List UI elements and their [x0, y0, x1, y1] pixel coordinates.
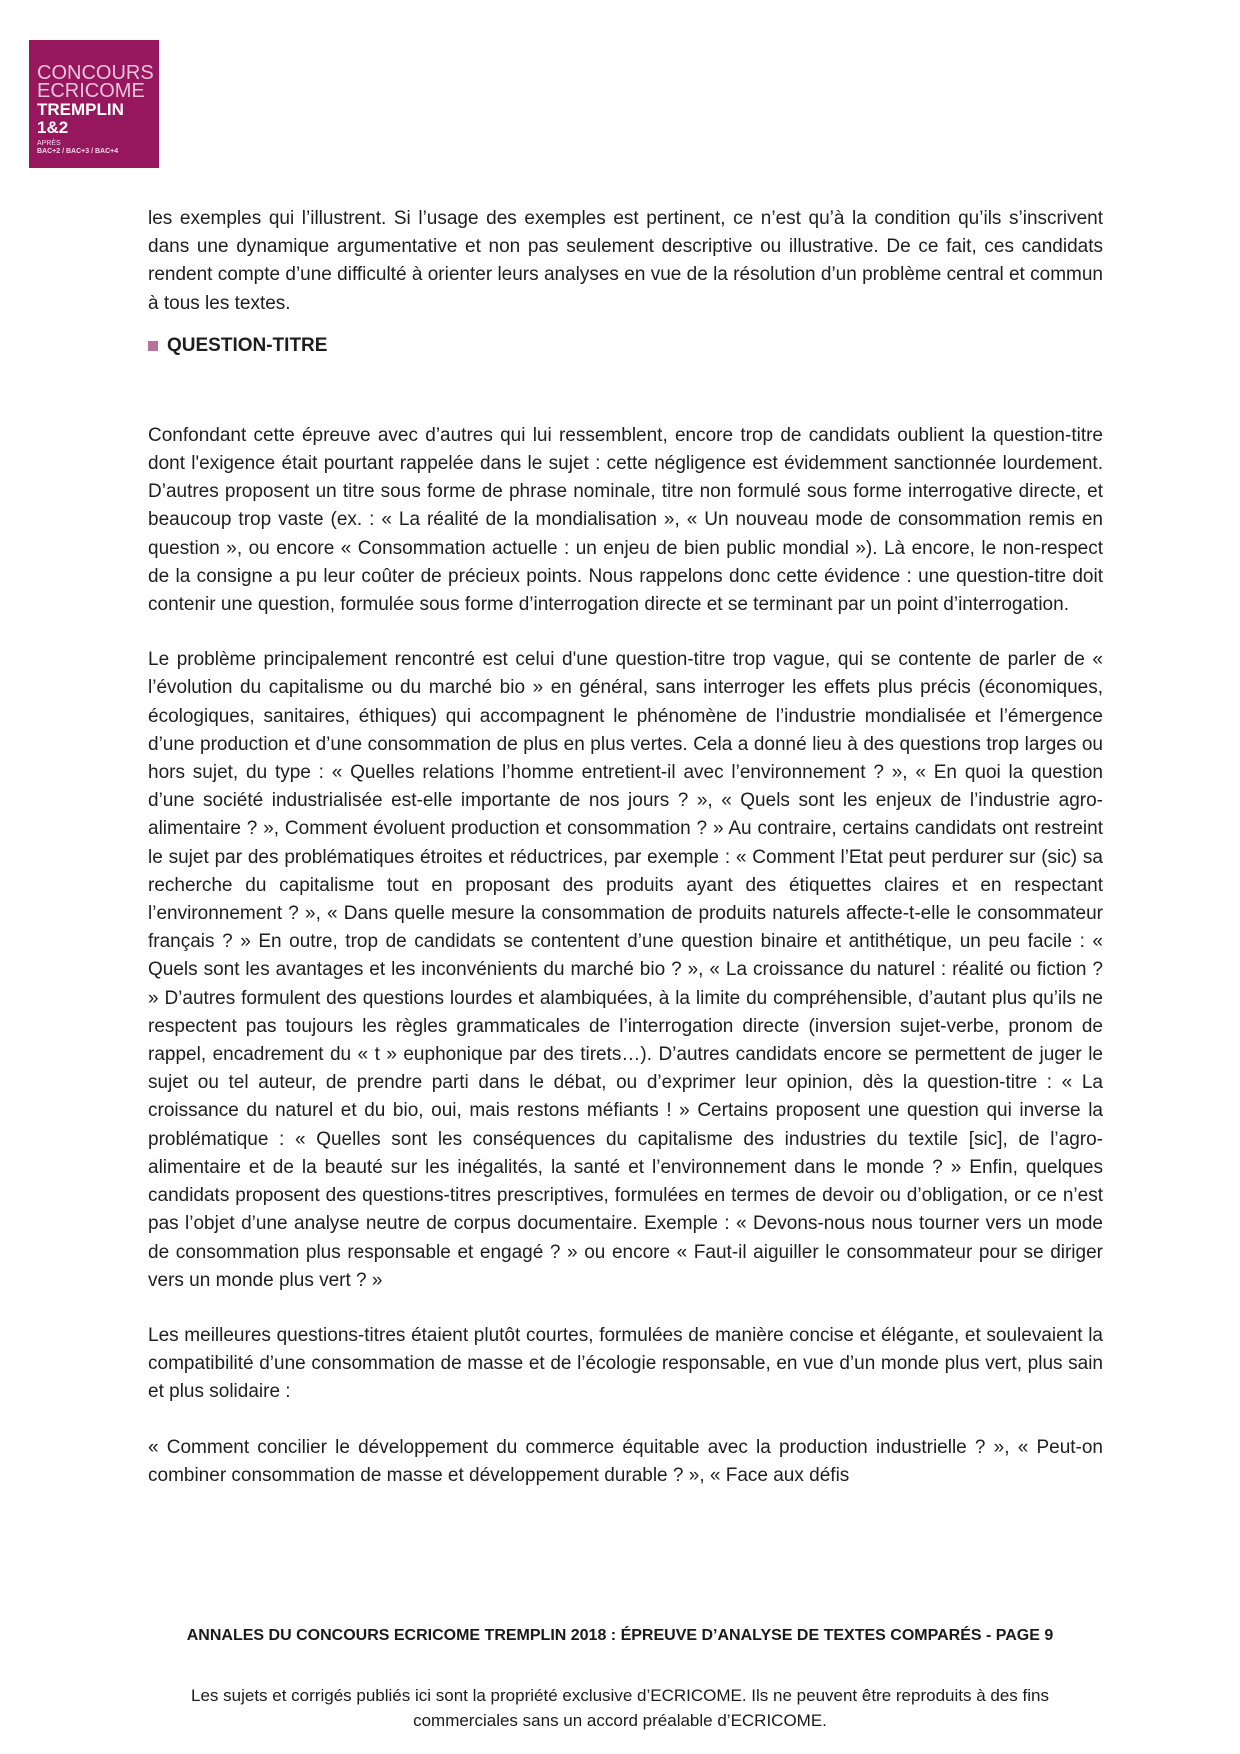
logo-line-apres: APRÈS [37, 140, 61, 147]
ecricome-logo [29, 40, 159, 168]
paragraph: Les meilleures questions-titres étaient plutôt courtes, formulées de manière concise et élégante, et soulevaient la compatibilité d’une consommation de masse et de l’écologie responsable, en vue d’un monde plus vert, plus sain et plus solidaire : [148, 1324, 1103, 1403]
paragraph: Le problème principalement rencontré est celui d'une question-titre trop vague, qui se contente de parler de « l’évolution du capitalisme ou du marché bio » en général, sans interroger les effets plus précis (économiques, écologiques, sanitaires, éthiques) qui accompagnent le phénomène de l’industrie mondialisée et l’émergence d’une production et d’une consommation de plus en plus vertes. Cela a donné lieu à des questions trop larges ou hors sujet, du type : « Quelles relations l’homme entretient-il avec l’environnement ? », « En quoi la question d’une société industrialisée est-elle importante de nos jours ? », « Quels sont les enjeux de l’industrie agro-alimentaire ? », Comment évoluent production et consommation ? » Au contraire, certains candidats ont restreint le sujet par des problématiques étroites et réductrices, par exemple : « Comment l’Etat peut perdurer sur (sic) sa recherche du capitalisme tout en proposant des produits ayant des étiquettes claires et en respectant l’environnement ? », « Dans quelle mesure la consommation de produits naturels affecte-t-elle le consommateur français ? » En outre, trop de candidats se contentent d’une question binaire et antithétique, un peu facile : « Quels sont les avantages et les inconvénients du marché bio ? », « La croissance du naturel : réalité ou fiction ? » D’autres formulent des questions lourdes et alambiquées, à la limite du compréhensible, d’autant plus qu’ils ne respectent pas toujours les règles grammaticales de l’interrogation directe (inversion sujet-verbe, pronom de rappel, encadrement du « t » euphonique par des tirets…). D’autres candidats encore se permettent de juger le sujet ou tel auteur, de prendre parti dans le débat, ou d’exprimer leur opinion, dès la question-titre : « La croissance du naturel et du bio, oui, mais restons méfiants ! » Certains proposent une question qui inverse la problématique : « Quelles sont les conséquences du capitalisme des industries du textile [sic], de l’agro-alimentaire et de la beauté sur les inégalités, la santé et l’environnement dans le monde ? » Enfin, quelques candidats proposent des questions-titres prescriptives, formulées en termes de devoir ou d’obligation, or ce n’est pas l’objet d’une analyse neutre de corpus documentaire. Exemple : « Devons-nous nous tourner vers un mode de consommation plus responsable et engagé ? » ou encore « Faut-il aiguiller le consommateur pour se diriger vers un monde plus vert ? » [148, 649, 1103, 1291]
footer-note: Les sujets et corrigés publiés ici sont la propriété exclusive d’ECRICOME. Ils ne peuvent être reproduits à des fins commerciales sans un accord préalable d’ECRICOME. [191, 1686, 1049, 1730]
logo-line-tremplin: TREMPLIN 1&2 [37, 100, 124, 137]
square-bullet-icon [148, 341, 158, 351]
logo-line-levels: BAC+2 / BAC+3 / BAC+4 [37, 148, 119, 155]
section-heading [148, 332, 1103, 360]
paragraph: « Comment concilier le développement du commerce équitable avec la production industrielle ? », « Peut-on combiner consommation de masse et développement durable ? », « Face aux défis [148, 1436, 1103, 1486]
logo-line-concours: CONCOURS [37, 62, 154, 84]
footer-title: ANNALES DU CONCOURS ECRICOME TREMPLIN 2018 : ÉPREUVE D’ANALYSE DE TEXTES COMPARÉS - PAGE 9 [186, 1627, 1054, 1644]
section-heading-text: QUESTION-TITRE [167, 334, 328, 356]
paragraph: Confondant cette épreuve avec d’autres qui lui ressemblent, encore trop de candidats oublient la question-titre dont l'exigence était pourtant rappelée dans le sujet : cette négligence est évidemment sanctionnée lourdement. D’autres proposent un titre sous forme de phrase nominale, titre non formulé sous forme interrogative directe, et beaucoup trop vaste (ex. : « La réalité de la mondialisation », « Un nouveau mode de consommation remis en question », ou encore « Consommation actuelle : un enjeu de bien public mondial »). Là encore, le non-respect de la consigne a pu leur coûter de précieux points. Nous rappelons donc cette évidence : une question-titre doit contenir une question, formulée sous forme d’interrogation directe et se terminant par un point d’interrogation. [148, 424, 1103, 616]
intro-paragraph: les exemples qui l’illustrent. Si l’usage des exemples est pertinent, ce n’est qu’à la condition qu’ils s’inscrivent dans une dynamique argumentative et non pas seulement descriptive ou illustrative. De ce fait, ces candidats rendent compte d’une difficulté à orienter leurs analyses en vue de la résolution d’un problème central et commun à tous les textes. [148, 208, 1103, 314]
page-body [148, 205, 1103, 1490]
logo-line-ecricome: ECRICOME [37, 80, 145, 102]
